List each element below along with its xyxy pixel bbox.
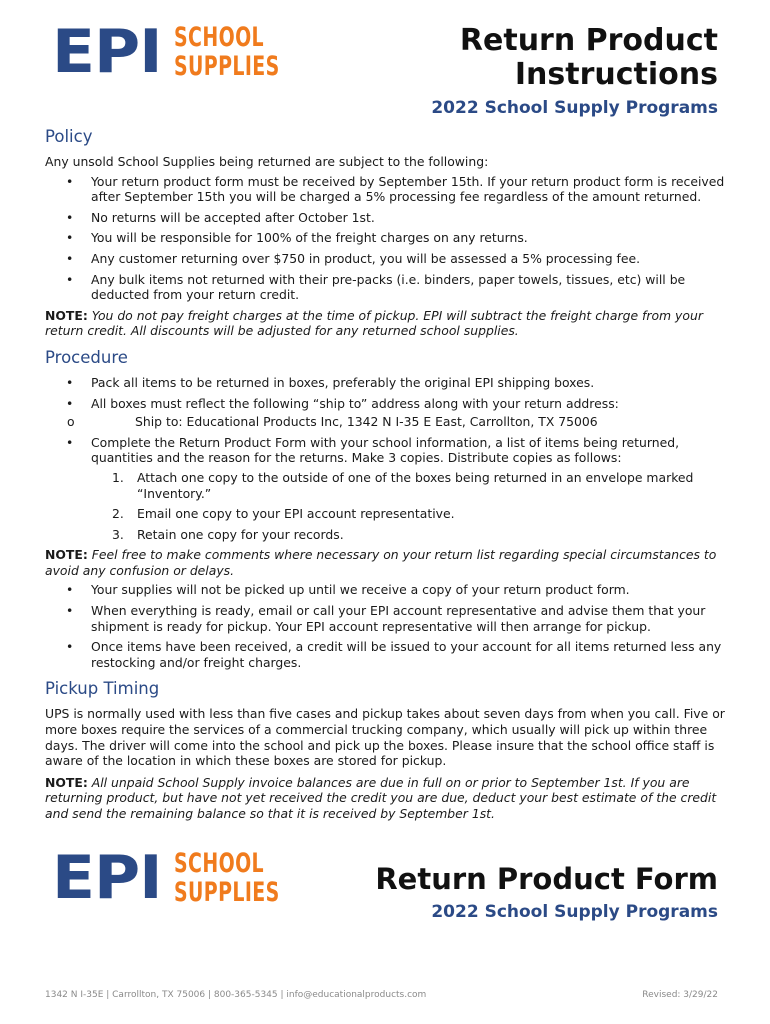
copies-steps xyxy=(91,470,725,542)
ship-to-address: o Ship to: Educational Products Inc, 1342 N I-35 E East, Carrollton, TX 75006 xyxy=(45,414,725,430)
procedure-followup-list xyxy=(45,582,725,670)
procedure-note xyxy=(45,547,725,578)
policy-item: • No returns will be accepted after October 1st. xyxy=(45,210,725,226)
note-label: NOTE: xyxy=(45,774,88,790)
copy-step: 3. Retain one copy for your records. xyxy=(112,526,344,542)
policy-intro: Any unsold School Supplies being returned are subject to the following: xyxy=(45,154,489,169)
policy-item: • Your return product form must be received by September 15th. If your return product form is received after September 15th you will be charged a 5% processing fee regardless of the amount returned. xyxy=(45,174,725,205)
policy-item: • Any customer returning over $750 in product, you will be assessed a 5% processing fee. xyxy=(45,251,725,267)
procedure-item: • All boxes must reflect the following “ship to” address along with your return address: o Ship to: Educational Products Inc, 1342 N I-35 E East, Carrollton, TX 75006 xyxy=(45,396,725,430)
form-title-block xyxy=(375,862,718,922)
policy-item: • You will be responsible for 100% of the freight charges on any returns. xyxy=(45,230,725,246)
procedure-item: • Complete the Return Product Form with your school information, a list of items being returned, quantities and the reason for the returns. Make 3 copies. Distribute copies as follows: 1. Attach one copy to the outside of one of the boxes being returned in an envelope marked “Inventory.” 2. Email one copy to your EPI account representative. 3. Retain one copy for your records. xyxy=(45,435,725,543)
note-text: All unpaid School Supply invoice balances are due in full on or prior to September 1st. If you are returning product, but have not yet received the credit you are due, deduct your best estimate of the credit and send the remaining balance so that it is received by September 1st. xyxy=(45,774,717,821)
procedure-heading: Procedure xyxy=(45,347,128,367)
policy-item: • Any bulk items not returned with their pre-packs (i.e. binders, paper towels, tissues, etc) will be deducted from your return credit. xyxy=(45,272,725,303)
logo-school-supplies-text: SCHOOL SUPPLIES xyxy=(174,848,280,908)
page-title-line2: Instructions xyxy=(514,57,718,92)
note-text: Feel free to make comments where necessary on your return list regarding special circumstances to avoid any confusion or delays. xyxy=(45,547,717,578)
pickup-note xyxy=(45,775,725,822)
policy-list xyxy=(45,174,725,303)
policy-note xyxy=(45,308,725,339)
note-label: NOTE: xyxy=(45,307,88,323)
procedure-item: • When everything is ready, email or call your EPI account representative and advise them that your shipment is ready for pickup. Your EPI account representative will then arrange for pickup. xyxy=(45,603,725,634)
epi-logo-form xyxy=(52,843,310,913)
note-text: You do not pay freight charges at the time of pickup. EPI will subtract the freight charge from your return credit. All discounts will be adjusted for any returned school supplies. xyxy=(45,307,703,339)
epi-logo xyxy=(52,17,310,87)
document-title-block xyxy=(431,24,718,118)
page-subtitle: 2022 School Supply Programs xyxy=(431,98,718,118)
page-title-line1: Return Product xyxy=(459,23,718,58)
ship-to-list xyxy=(45,414,725,430)
pickup-heading: Pickup Timing xyxy=(45,679,160,699)
policy-heading: Policy xyxy=(45,127,93,146)
procedure-item: • Your supplies will not be picked up until we receive a copy of your return product form. xyxy=(45,582,725,598)
footer-revised: Revised: 3/29/22 xyxy=(642,990,718,1000)
note-label: NOTE: xyxy=(45,547,88,563)
procedure-list xyxy=(45,375,725,542)
form-title: Return Product Form xyxy=(375,862,718,896)
logo-school-supplies-text: SCHOOL SUPPLIES xyxy=(174,22,280,82)
form-subtitle: 2022 School Supply Programs xyxy=(431,902,718,922)
footer-address: 1342 N I-35E | Carrollton, TX 75006 | 800-365-5345 | info@educationalproducts.com xyxy=(45,990,427,1000)
pickup-body: UPS is normally used with less than five cases and pickup takes about seven days from when you call. Five or more boxes require the services of a commercial trucking company, which usually will pick up within three days. The driver will come into the school and pick up the boxes. Please insure that the school office staff is aware of the location in which these boxes are stored for pickup. xyxy=(45,706,725,769)
copy-step: 2. Email one copy to your EPI account representative. xyxy=(112,506,455,522)
instructions-body xyxy=(45,126,725,826)
procedure-item: • Once items have been received, a credit will be issued to your account for all items returned less any restocking and/or freight charges. xyxy=(45,639,725,670)
logo-epi-text: EPI xyxy=(52,843,162,913)
procedure-item: • Pack all items to be returned in boxes, preferably the original EPI shipping boxes. xyxy=(45,375,725,391)
copy-step: 1. Attach one copy to the outside of one of the boxes being returned in an envelope marked “Inventory.” xyxy=(112,469,694,501)
logo-epi-text: EPI xyxy=(52,17,162,87)
page-footer xyxy=(45,990,718,1000)
